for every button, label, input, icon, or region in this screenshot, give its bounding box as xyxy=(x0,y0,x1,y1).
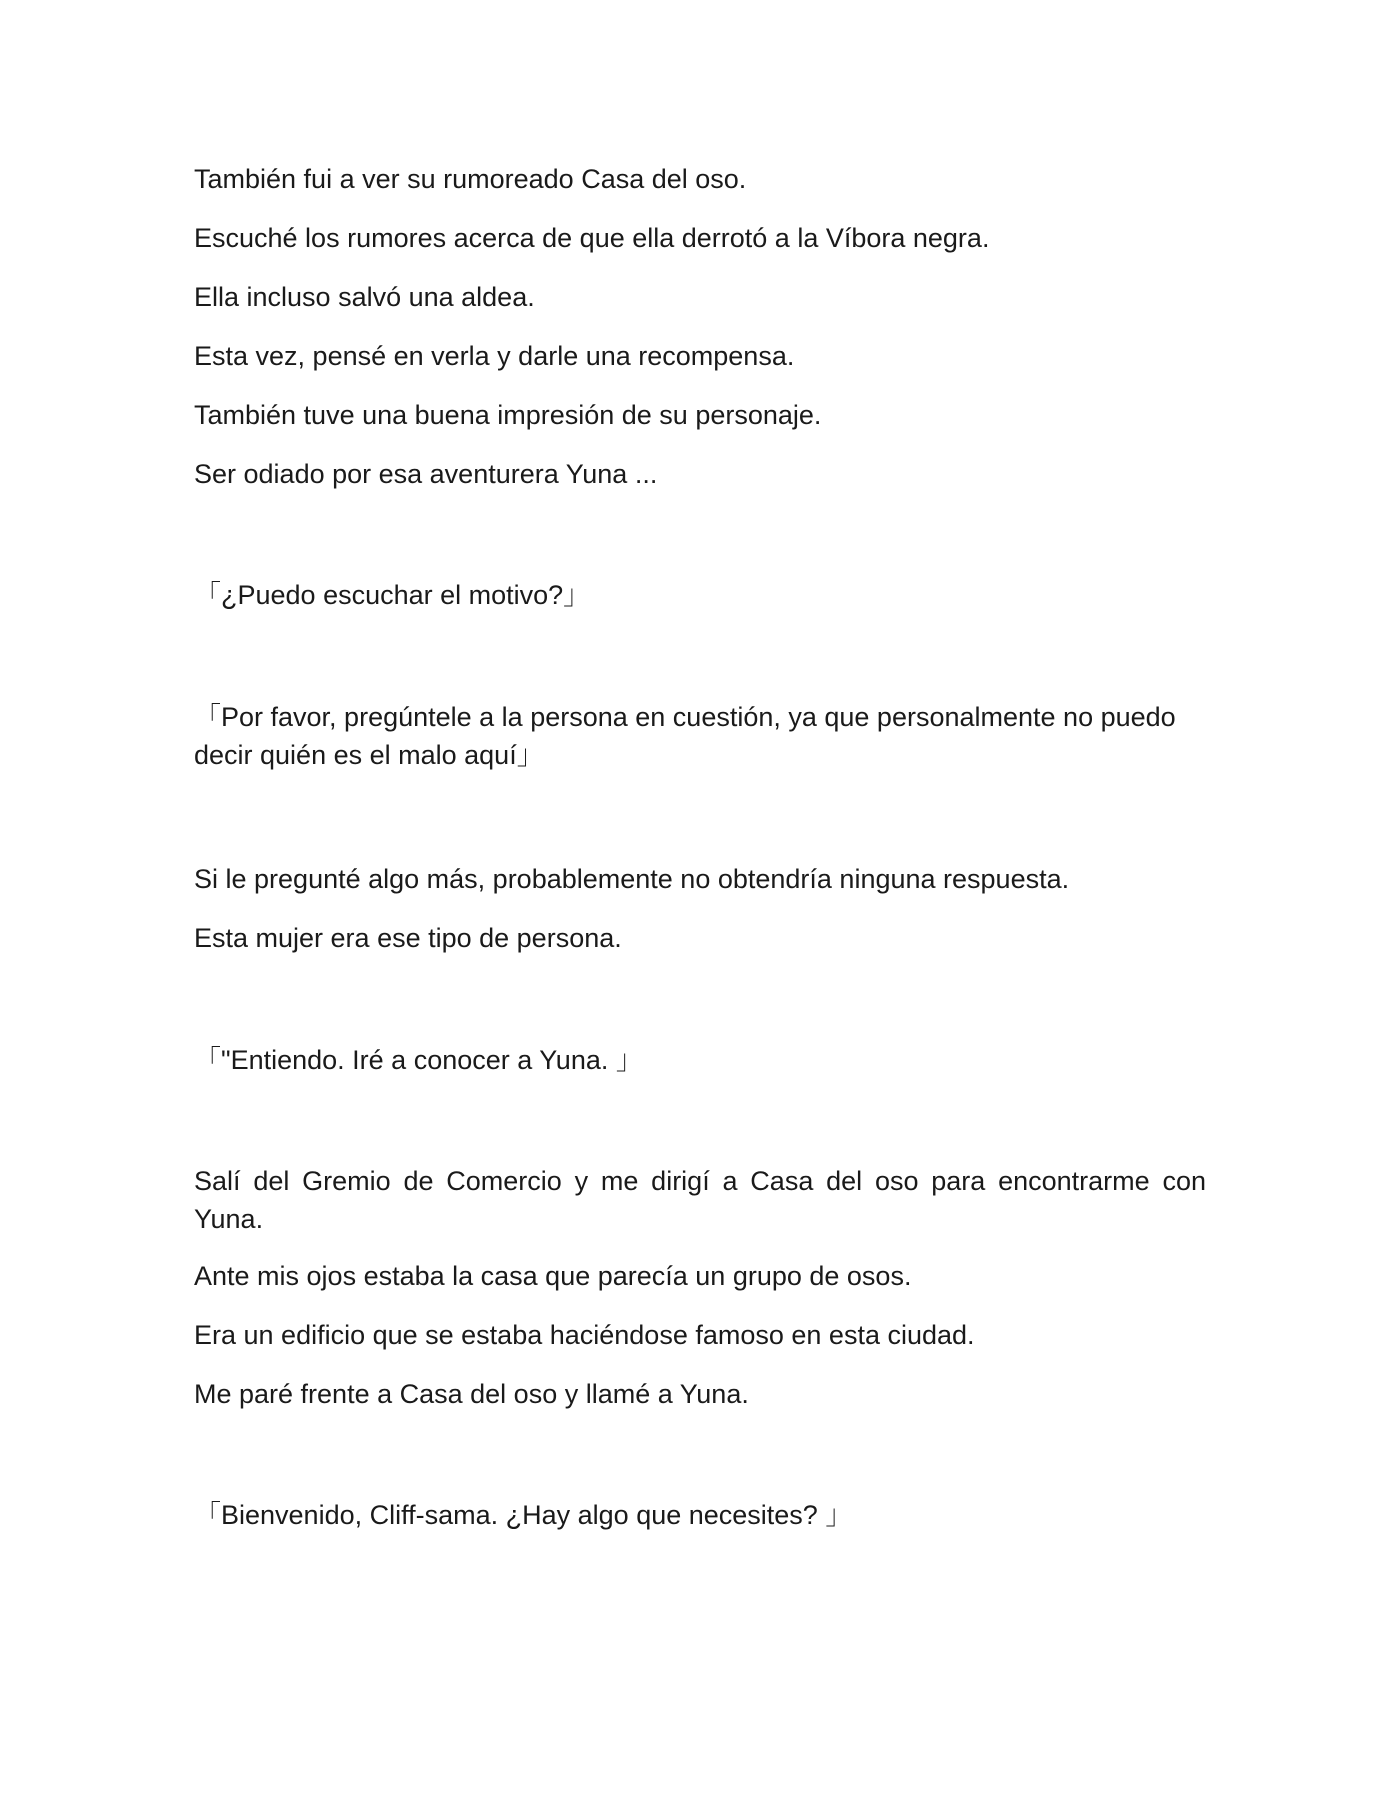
paragraph: Era un edificio que se estaba haciéndose famoso en esta ciudad. xyxy=(194,1320,975,1350)
paragraph: Me paré frente a Casa del oso y llamé a Yuna. xyxy=(194,1379,749,1409)
paragraph: Ante mis ojos estaba la casa que parecía un grupo de osos. xyxy=(194,1261,912,1291)
dialogue-line: 「"Entiendo. Iré a conocer a Yuna. 」 xyxy=(194,1045,643,1075)
dialogue-line: 「Por favor, pregúntele a la persona en cuestión, ya que personalmente no puedo decir quién es el malo aquí」 xyxy=(194,702,1176,770)
paragraph: También fui a ver su rumoreado Casa del oso. xyxy=(194,164,747,194)
paragraph: Ella incluso salvó una aldea. xyxy=(194,282,535,312)
paragraph: Si le pregunté algo más, probablemente no obtendría ninguna respuesta. xyxy=(194,864,1070,894)
paragraph: También tuve una buena impresión de su personaje. xyxy=(194,400,822,430)
dialogue-line: 「¿Puedo escuchar el motivo?」 xyxy=(194,580,591,610)
dialogue-line: 「Bienvenido, Cliff-sama. ¿Hay algo que necesites? 」 xyxy=(194,1500,853,1530)
paragraph: Salí del Gremio de Comercio y me dirigí a Casa del oso para encontrarme con Yuna. xyxy=(194,1166,1206,1234)
paragraph: Ser odiado por esa aventurera Yuna ... xyxy=(194,459,658,489)
paragraph: Esta mujer era ese tipo de persona. xyxy=(194,923,622,953)
paragraph: Escuché los rumores acerca de que ella derrotó a la Víbora negra. xyxy=(194,223,990,253)
paragraph: Esta vez, pensé en verla y darle una recompensa. xyxy=(194,341,795,371)
